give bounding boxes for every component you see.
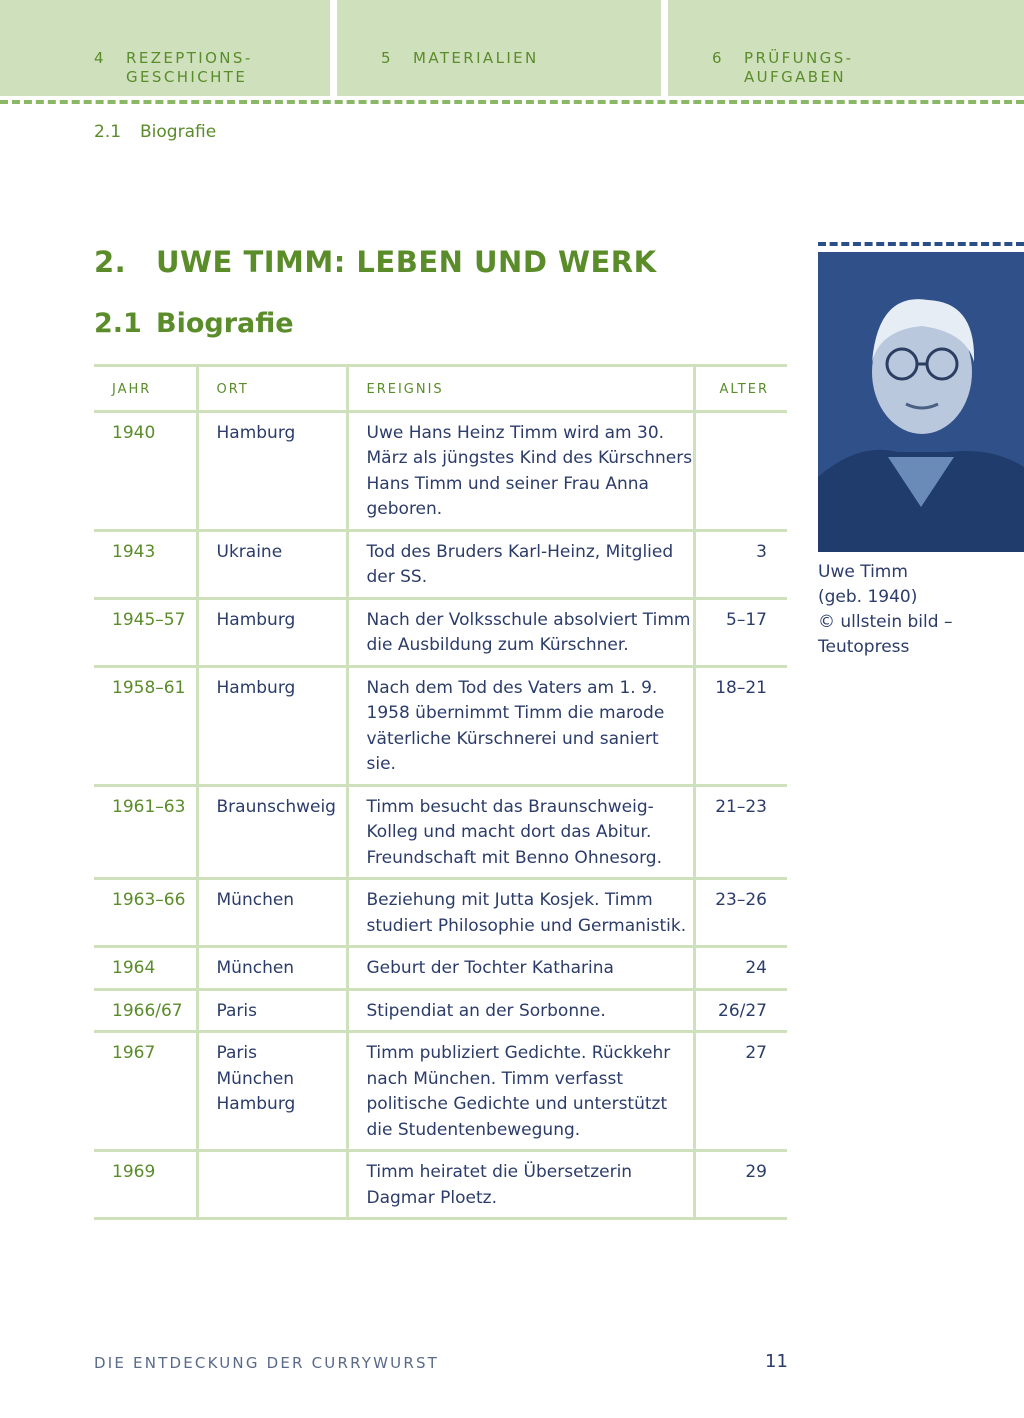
- tab-label: PRÜFUNGS- AUFGABEN: [744, 49, 854, 86]
- cell-age: 24: [694, 947, 787, 990]
- cell-year: 1966/67: [94, 989, 197, 1032]
- cell-year: 1969: [94, 1151, 197, 1219]
- cell-event: Nach dem Tod des Vaters am 1. 9. 1958 übernimmt Timm die marode väterliche Kürschnerei und saniert sie.: [347, 666, 694, 785]
- cell-place: Braunschweig: [197, 785, 347, 879]
- tab-materialien[interactable]: [337, 0, 661, 96]
- tabs-divider: [0, 100, 1024, 104]
- table-row: [94, 598, 787, 666]
- cell-year: 1964: [94, 947, 197, 990]
- cell-age: 5–17: [694, 598, 787, 666]
- table-row: [94, 879, 787, 947]
- running-head-title: Biografie: [140, 122, 217, 142]
- tab-pruefungsaufgaben[interactable]: [668, 0, 1024, 96]
- footer-book-title: DIE ENTDECKUNG DER CURRYWURST: [94, 1354, 440, 1372]
- author-portrait-icon: [818, 252, 1024, 552]
- cell-event: Tod des Bruders Karl-Heinz, Mitglied der SS.: [347, 530, 694, 598]
- running-head-number: 2.1: [94, 122, 122, 142]
- cell-year: 1967: [94, 1032, 197, 1151]
- tab-number: 5: [381, 49, 393, 67]
- tab-number: 6: [712, 49, 724, 67]
- caption-line: (geb. 1940): [818, 587, 918, 607]
- cell-year: 1961–63: [94, 785, 197, 879]
- section-number: 2.1: [94, 308, 142, 339]
- column-header-year: JAHR: [94, 366, 197, 412]
- tab-rezeptionsgeschichte[interactable]: [0, 0, 330, 96]
- cell-year: 1963–66: [94, 879, 197, 947]
- cell-place: Paris München Hamburg: [197, 1032, 347, 1151]
- cell-age: 3: [694, 530, 787, 598]
- cell-year: 1940: [94, 411, 197, 530]
- table-row: [94, 411, 787, 530]
- cell-place: Hamburg: [197, 411, 347, 530]
- table-row: [94, 989, 787, 1032]
- cell-age: 18–21: [694, 666, 787, 785]
- cell-event: Geburt der Tochter Katharina: [347, 947, 694, 990]
- page-number: 11: [765, 1351, 788, 1372]
- table-row: [94, 785, 787, 879]
- table-row: [94, 530, 787, 598]
- cell-place: Ukraine: [197, 530, 347, 598]
- table-row: [94, 666, 787, 785]
- cell-place: Paris: [197, 989, 347, 1032]
- section-title: Biografie: [156, 308, 294, 339]
- tab-label: REZEPTIONS- GESCHICHTE: [126, 49, 253, 86]
- table-row: [94, 1151, 787, 1219]
- table-row: [94, 1032, 787, 1151]
- photo-divider: [818, 242, 1024, 246]
- caption-line: © ullstein bild –: [818, 612, 953, 632]
- author-photo: [818, 252, 1024, 552]
- running-head: [94, 122, 216, 142]
- biography-table: [94, 364, 787, 1220]
- cell-event: Timm heiratet die Übersetzerin Dagmar Ploetz.: [347, 1151, 694, 1219]
- table-header-row: [94, 366, 787, 412]
- cell-event: Timm publiziert Gedichte. Rückkehr nach München. Timm verfasst politische Gedichte und unterstützt die Studentenbewegung.: [347, 1032, 694, 1151]
- cell-event: Stipendiat an der Sorbonne.: [347, 989, 694, 1032]
- cell-event: Timm besucht das Braunschweig-Kolleg und macht dort das Abitur. Freundschaft mit Benno Ohnesorg.: [347, 785, 694, 879]
- chapter-title: UWE TIMM: LEBEN UND WERK: [156, 245, 657, 279]
- cell-place: München: [197, 879, 347, 947]
- cell-age: 29: [694, 1151, 787, 1219]
- cell-place: München: [197, 947, 347, 990]
- section-heading: [94, 308, 294, 339]
- cell-event: Nach der Volksschule absolviert Timm die Ausbildung zum Kürschner.: [347, 598, 694, 666]
- column-header-place: ORT: [197, 366, 347, 412]
- caption-line: Teutopress: [818, 637, 910, 657]
- cell-age: 21–23: [694, 785, 787, 879]
- chapter-heading: [94, 245, 657, 279]
- cell-age: 26/27: [694, 989, 787, 1032]
- tab-label: MATERIALIEN: [413, 49, 539, 67]
- chapter-tabs: [0, 0, 1024, 96]
- cell-place: Hamburg: [197, 598, 347, 666]
- cell-age: [694, 411, 787, 530]
- table-row: [94, 947, 787, 990]
- cell-event: Beziehung mit Jutta Kosjek. Timm studiert Philosophie und Germanistik.: [347, 879, 694, 947]
- chapter-number: 2.: [94, 245, 127, 279]
- cell-year: 1958–61: [94, 666, 197, 785]
- caption-line: Uwe Timm: [818, 562, 908, 582]
- column-header-age: ALTER: [694, 366, 787, 412]
- cell-place: [197, 1151, 347, 1219]
- tab-number: 4: [94, 49, 106, 67]
- cell-place: Hamburg: [197, 666, 347, 785]
- cell-age: 27: [694, 1032, 787, 1151]
- cell-year: 1943: [94, 530, 197, 598]
- cell-age: 23–26: [694, 879, 787, 947]
- column-header-event: EREIGNIS: [347, 366, 694, 412]
- cell-event: Uwe Hans Heinz Timm wird am 30. März als jüngstes Kind des Kürschners Hans Timm und seiner Frau Anna geboren.: [347, 411, 694, 530]
- cell-year: 1945–57: [94, 598, 197, 666]
- photo-caption: [818, 560, 952, 660]
